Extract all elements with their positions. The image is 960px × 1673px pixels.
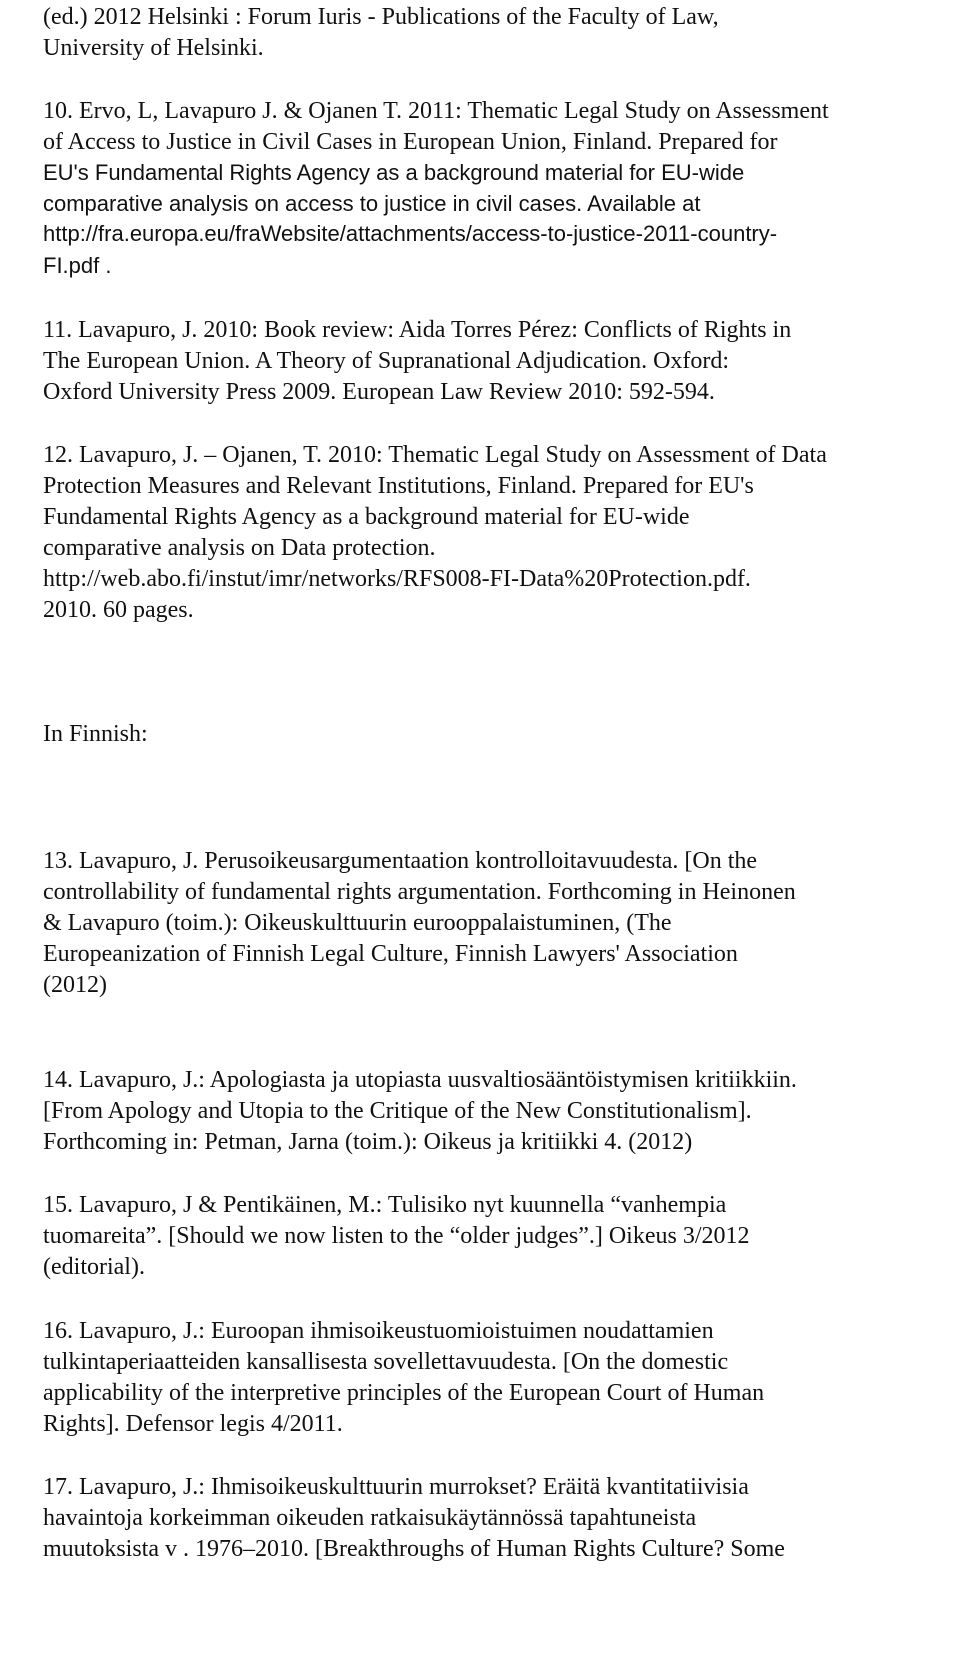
reference-line: & Lavapuro (toim.): Oikeuskulttuurin eurooppalaistuminen, (The <box>43 910 672 936</box>
header-line: University of Helsinki. <box>43 35 264 61</box>
reference-line: (2012) <box>43 972 107 998</box>
reference-line: Oxford University Press 2009. European Law Review 2010: 592-594. <box>43 379 715 405</box>
reference-line: EU's Fundamental Rights Agency as a background material for EU-wide <box>43 160 745 185</box>
reference-line: Protection Measures and Relevant Institutions, Finland. Prepared for EU's <box>43 473 754 499</box>
reference-line: Rights]. Defensor legis 4/2011. <box>43 1411 343 1437</box>
reference-line: 16. Lavapuro, J.: Euroopan ihmisoikeustuomioistuimen noudattamien <box>43 1318 714 1344</box>
reference-line: controllability of fundamental rights argumentation. Forthcoming in Heinonen <box>43 879 796 905</box>
reference-line: havaintoja korkeimman oikeuden ratkaisukäytännössä tapahtuneista <box>43 1505 697 1531</box>
reference-line: tuomareita”. [Should we now listen to the “older judges”.] Oikeus 3/2012 <box>43 1223 750 1249</box>
reference-line: 14. Lavapuro, J.: Apologiasta ja utopiasta uusvaltiosääntöistymisen kritiikkiin. <box>43 1067 797 1093</box>
reference-line: The European Union. A Theory of Supranational Adjudication. Oxford: <box>43 348 730 374</box>
reference-line: 2010. 60 pages. <box>43 597 194 623</box>
reference-url: http://fra.europa.eu/fraWebsite/attachments/access-to-justice-2011-country- <box>43 221 778 246</box>
reference-line: comparative analysis on Data protection. <box>43 535 436 561</box>
reference-url: http://web.abo.fi/instut/imr/networks/RFS008-FI-Data%20Protection.pdf. <box>43 566 751 592</box>
reference-line: Forthcoming in: Petman, Jarna (toim.): Oikeus ja kritiikki 4. (2012) <box>43 1129 693 1155</box>
reference-line: 12. Lavapuro, J. – Ojanen, T. 2010: Thematic Legal Study on Assessment of Data <box>43 442 827 468</box>
reference-line: 10. Ervo, L, Lavapuro J. & Ojanen T. 2011: Thematic Legal Study on Assessment <box>43 98 829 124</box>
section-heading: In Finnish: <box>43 721 148 747</box>
reference-line: muutoksista v . 1976–2010. [Breakthroughs of Human Rights Culture? Some <box>43 1536 785 1562</box>
reference-line: [From Apology and Utopia to the Critique of the New Constitutionalism]. <box>43 1098 752 1124</box>
reference-line: (editorial). <box>43 1254 145 1280</box>
reference-line: 15. Lavapuro, J & Pentikäinen, M.: Tulisiko nyt kuunnella “vanhempia <box>43 1192 727 1218</box>
header-line: (ed.) 2012 Helsinki : Forum Iuris - Publications of the Faculty of Law, <box>43 4 719 30</box>
reference-line: 13. Lavapuro, J. Perusoikeusargumentaation kontrolloitavuudesta. [On the <box>43 848 758 874</box>
reference-line: tulkintaperiaatteiden kansallisesta sovellettavuudesta. [On the domestic <box>43 1349 729 1375</box>
reference-line: comparative analysis on access to justice in civil cases. Available at <box>43 191 701 216</box>
reference-line: Europeanization of Finnish Legal Culture, Finnish Lawyers' Association <box>43 941 738 967</box>
reference-line: FI.pdf . <box>43 253 112 278</box>
reference-line: 17. Lavapuro, J.: Ihmisoikeuskulttuurin murrokset? Eräitä kvantitatiivisia <box>43 1474 749 1500</box>
reference-line: of Access to Justice in Civil Cases in European Union, Finland. Prepared for <box>43 129 778 155</box>
reference-line: 11. Lavapuro, J. 2010: Book review: Aida Torres Pérez: Conflicts of Rights in <box>43 317 792 343</box>
reference-line: applicability of the interpretive principles of the European Court of Human <box>43 1380 765 1406</box>
reference-line: Fundamental Rights Agency as a background material for EU-wide <box>43 504 690 530</box>
